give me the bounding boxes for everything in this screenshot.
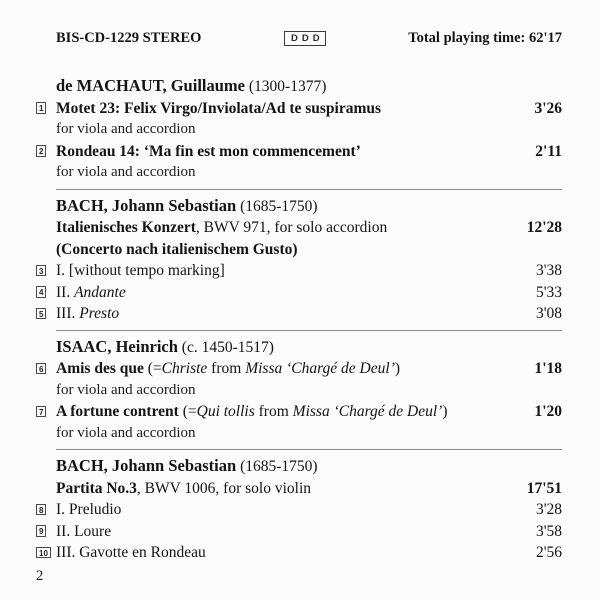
track-duration: 3'38 [535,262,562,279]
track-duration: 3'08 [535,305,562,322]
page-number: 2 [36,567,44,584]
text-segment: III. [56,305,80,322]
text-segment: de MACHAUT, Guillaume [56,76,245,95]
track-duration: 1'20 [534,403,562,420]
text-segment: BACH, Johann Sebastian [56,195,237,215]
track-title [56,303,536,325]
text-segment: (1300-1377) [245,78,327,95]
track-number-box: 5 [36,308,46,320]
ddd-recording-logo: DDD [284,31,326,46]
track-number-box: 9 [36,525,46,537]
text-segment: from [254,403,293,420]
text-segment: (= [178,403,197,420]
text-segment: BACH, Johann Sebastian [56,456,237,475]
work-title [56,239,562,261]
track-title [56,499,536,521]
text-segment: II. Loure [56,522,112,540]
composer-heading [56,455,562,478]
track-duration: 17'51 [526,479,562,497]
track-title [56,401,534,423]
track-row [39,141,562,163]
text-segment: (1685-1750) [236,458,318,475]
track-number-box: 10 [36,547,51,559]
track-duration: 3'26 [534,99,562,117]
text-segment: Amis des que [56,360,144,377]
track-row [39,499,562,521]
track-list [39,75,562,564]
text-segment: Qui tollis [196,403,255,420]
track-row [39,401,562,423]
text-segment: Missa ‘Chargé de Deul’ [292,403,443,420]
text-segment: (1685-1750) [236,197,318,215]
track-number-box: 8 [36,504,46,516]
text-segment: Motet 23: Felix Virgo/Inviolata/Ad te suspiramus [56,99,382,117]
work-title-row [56,478,562,500]
header [56,30,562,47]
track-number-box: 4 [36,286,46,298]
track-duration: 5'33 [535,283,562,301]
track-duration: 3'58 [535,522,562,540]
track-duration: 3'28 [535,501,562,518]
text-segment: (Concerto nach italienischem Gusto) [56,240,298,258]
track-row [39,282,562,304]
instrumentation-note: for viola and accordion [56,381,196,398]
text-segment: III. Gavotte en Rondeau [56,544,206,561]
instrumentation-note: for viola and accordion [56,424,196,441]
text-segment: ) [442,403,448,420]
text-segment: II. [56,283,75,301]
track-title [56,260,536,282]
track-number-box: 1 [36,102,46,114]
work-title-row [56,239,562,261]
text-segment: , BWV 1006, for solo violin [136,479,312,497]
total-playing-time: Total playing time: 62'17 [408,30,562,46]
track-duration: 2'56 [535,544,562,561]
track-duration: 1'18 [534,360,562,377]
composer-heading [56,195,562,218]
composer-heading [56,75,562,98]
work-title-row [56,217,562,239]
text-segment: (= [143,360,162,377]
text-segment: Presto [79,305,120,322]
track-row [39,303,562,325]
text-segment: Christe [161,360,208,377]
text-segment: Andante [74,283,126,301]
text-segment: from [207,360,246,377]
section-divider [56,330,562,331]
track-duration: 12'28 [526,219,562,236]
track-title [56,98,534,120]
catalog-number: BIS-CD-1229 STEREO [56,30,202,46]
track-duration: 2'11 [535,142,562,160]
text-segment: Partita No.3 [56,479,137,497]
text-segment: ISAAC, Heinrich [56,336,178,356]
track-number-box: 3 [36,265,46,277]
track-title [56,521,536,543]
section-divider [56,449,562,450]
track-title [56,141,535,163]
text-segment: Missa ‘Chargé de Deul’ [245,360,395,377]
track-row [39,358,562,380]
track-title [56,282,536,304]
instrumentation-note: for viola and accordion [56,121,196,137]
text-segment: I. [without tempo marking] [56,262,225,279]
instrumentation-note: for viola and accordion [56,164,196,180]
track-number-box: 7 [36,406,46,418]
track-title [56,358,534,380]
text-segment: (c. 1450-1517) [177,338,274,356]
track-row [39,542,562,564]
track-number-box: 2 [36,145,46,157]
text-segment: A fortune contrent [56,403,179,420]
text-segment: , BWV 971, for solo accordion [195,219,388,236]
track-number-box: 6 [36,363,46,375]
work-title [56,478,527,500]
composer-heading [56,336,562,359]
track-row [39,521,562,543]
section-divider [56,189,562,190]
work-title [56,217,527,239]
text-segment: Italienisches Konzert [56,219,196,236]
track-row [39,98,562,120]
text-segment: ) [394,360,401,377]
track-row [39,260,562,282]
text-segment: Rondeau 14: ‘Ma fin est mon commencement’ [56,142,361,160]
track-title [56,542,536,564]
text-segment: I. Preludio [56,501,122,518]
